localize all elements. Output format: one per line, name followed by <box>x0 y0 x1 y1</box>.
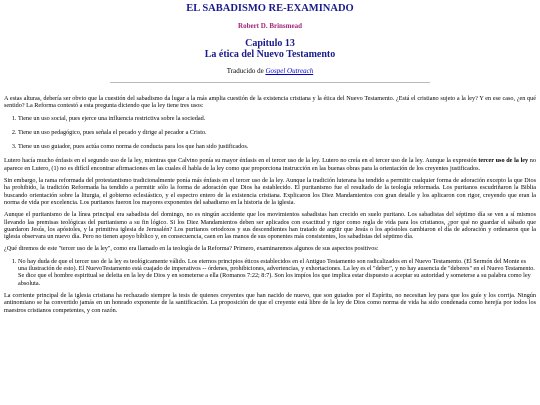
list-item: 3. Tiene un uso guiador, pues actúa como norma de conducta para los que han sido justificados. <box>18 143 536 150</box>
list-item: 1. No hay duda de que el tercer uso de la ley es teológicamente válido. Los eternos principios éticos establecidos en el Antiguo Testamento son radicalizados en el Nuevo Testamento. (El Sermón del Monte es una ilustración de esto). El NuevoTestamento está cuajado de imperativos -- órdenes, prohibiciones, advertencias, y exhortaciones. La ley es el "deber", y no hay ausencia de "deberes" en el Nuevo Testamento. Se dice que el hombre espiritual se deleita en la ley de Dios y en someterse a ella (Romanos 7:22; 8:7). Son los impíos los que implica estar dispuesto a aceptar su autoridad y someterse a su palabra como ley absoluta. <box>18 258 536 287</box>
article-body <box>4 95 536 319</box>
translation-credit <box>0 67 540 75</box>
paragraph-luther <box>4 157 536 172</box>
page-title: EL SABADISMO RE-EXAMINADO <box>186 3 354 14</box>
law-uses-list <box>4 115 536 151</box>
bold-term: tercer uso de la ley <box>478 157 529 165</box>
paragraph-question: ¿Qué diremos de este "tercer uso de la ley", como era llamado en la teología de la Reforma? Primero, examinaremos algunos de sus aspectos positivos: <box>4 245 379 253</box>
list-item: 2. Tiene un uso pedagógico, pues señala el pecado y dirige al pecador a Cristo. <box>18 129 536 136</box>
paragraph-reformed: Sin embargo, la rama reformada del protestantismo tradicionalmente ponía más énfasis en el tercer uso de la ley. Aunque la tradición luterana ha tendido a permitir cualquier forma de adoración excepto la que Dios ha prohibido, la tradición Reformada ha tendido a permitir sólo la forma de adoración que Dios ha establecido. El puritanismo fue el resultado de la teología reformada. Los puritanos escudriñaron la Biblia buscando orientación sobre la liturgia, el gobierno eclesiástico, y el espectro entero de la existencia cristiana. Explicaron los Diez Mandamientos con gran detalle y los aplicaron con rigor, creyendo que eran la norma de vida por excelencia. Los puritanos fueron los mayores exponentes del sabadismo en la historia de la iglesia. <box>4 177 536 206</box>
paragraph-mainstream: La corriente principal de la iglesia cristiana ha rechazado siempre la tesis de quienes creyentes que han nacido de nuevo, que son guiados por el Espíritu, no necesitan ley para que los guíe y los corrija. Ningún antinomiano se ha convertido jamás en un honrado exponente de la santificación. La proposición de que el creyente está libre de la ley de Dios como norma de vida ha sido condenada como herejía por todos los maestros cristianos competentes, y con razón. <box>4 291 536 314</box>
paragraph-text: no aparece en Lutero, (1) no es difícil encontrar afirmaciones en las cuales él habla de la ley como que proporciona instrucción en las buenas obras para la orientación de los creyentes justificados. <box>4 157 536 172</box>
positive-aspects-list <box>4 258 536 287</box>
chapter-number: Capitulo 13 <box>245 38 295 49</box>
list-item: 1. Tiene un uso social, pues ejerce una influencia restrictiva sobre la sociedad. <box>18 115 536 122</box>
paragraph-text: Lutero hacía mucho énfasis en el segundo uso de la ley, mientras que Calvino ponía su mayor énfasis en el tercer uso de la ley. Lutero no creía en el tercer uso de la ley. Aunque la expresión <box>4 157 479 165</box>
gospel-outreach-link[interactable]: Gospel Outreach <box>265 67 314 75</box>
paragraph-puritanism: Aunque el puritanismo de la línea principal era sabadista del domingo, no es ningún accidente que los movimientos sabadistas han crecido en suelo puritano. Los sabadistas del séptimo día se ven a sí mismos llevando las premisas teológicas del puritanismo a su fin lógico. Si los Diez Mandamientos deben ser aplicados con exactitud y rigor como regla de vida para los cristianos, ¿por qué no guardar el sábado que guardaron Jesús, los apóstoles, y la primitiva iglesia de Jerusalén? Los puritanos ortodoxos y sus descendientes han tratado de argüir que Jesús o los apóstoles cambiaron el día de adoración y ordenaron que la iglesia observara un nuevo día. Pero no tienen apoyo bíblico y, en consecuencia, caen en las manos de sus oponentes más consistentes, los sabadistas del séptimo día. <box>4 211 536 241</box>
paragraph-intro: A estas alturas, debería ser obvio que la cuestión del sabadismo da lugar a la más amplia cuestión de la existencia cristiana y la ética del Nuevo Testamento. ¿Está el cristiano sujeto a la ley? Y en ese caso, ¿en qué sentido? La Reforma contestó a esta pregunta diciendo que la ley tiene tres usos: <box>4 95 536 110</box>
translation-prefix: Traducido de <box>226 67 264 75</box>
chapter-title: La ética del Nuevo Testamento <box>204 49 336 60</box>
horizontal-divider <box>110 82 430 83</box>
chapter-heading <box>0 38 540 60</box>
author-name: Robert D. Brinsmead <box>238 22 302 30</box>
